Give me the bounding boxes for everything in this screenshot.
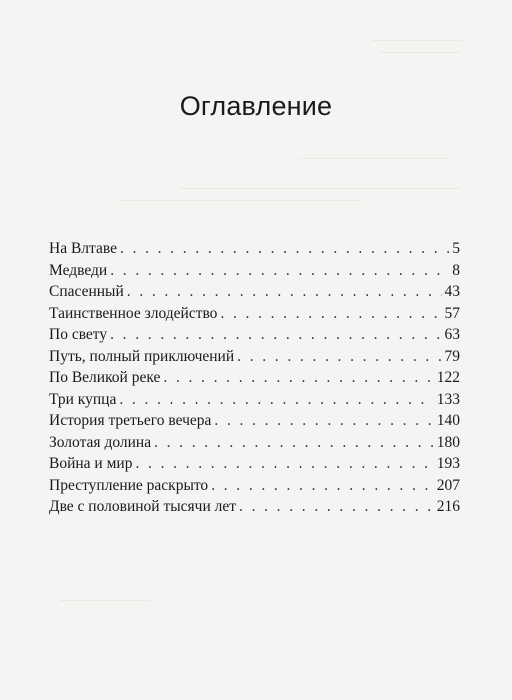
- toc-entry[interactable]: [49, 324, 460, 346]
- entry-title: Золотая долина: [49, 433, 152, 451]
- entry-title: По свету: [49, 326, 108, 343]
- toc-entry[interactable]: [49, 496, 460, 518]
- entry-page-number: 57: [444, 304, 460, 322]
- entry-title: Три купца: [49, 390, 117, 408]
- entry-page-number: 43: [444, 283, 460, 300]
- dot-leader: [120, 238, 449, 260]
- toc-entry[interactable]: [49, 346, 460, 368]
- bleed-through-mark: [180, 188, 460, 189]
- toc-entry[interactable]: [49, 238, 460, 260]
- dot-leader: [119, 389, 433, 411]
- dot-leader: [237, 346, 441, 368]
- entry-title: По Великой реке: [49, 369, 161, 386]
- toc-entry[interactable]: [49, 367, 460, 389]
- dot-leader: [239, 496, 434, 518]
- table-of-contents: [49, 238, 460, 518]
- dot-leader: [110, 260, 449, 282]
- toc-entry[interactable]: [49, 475, 460, 497]
- toc-entry[interactable]: [49, 410, 460, 432]
- dot-leader: [127, 281, 442, 303]
- entry-title: Спасенный: [49, 283, 124, 300]
- dot-leader: [220, 303, 441, 325]
- bleed-through-mark: [300, 158, 450, 159]
- entry-page-number: 8: [452, 261, 460, 279]
- entry-page-number: 63: [444, 326, 460, 343]
- dot-leader: [214, 410, 433, 432]
- toc-entry[interactable]: [49, 432, 460, 454]
- toc-entry[interactable]: [49, 389, 460, 411]
- entry-page-number: 79: [444, 347, 460, 365]
- entry-page-number: 216: [436, 498, 460, 515]
- dot-leader: [163, 367, 433, 389]
- entry-title: Война и мир: [49, 455, 133, 472]
- entry-page-number: 207: [436, 476, 460, 494]
- toc-entry[interactable]: [49, 281, 460, 303]
- entry-page-number: 133: [436, 390, 460, 408]
- entry-title: Таинственное злодейство: [49, 304, 218, 322]
- entry-title: Путь, полный приключений: [49, 347, 235, 365]
- entry-title: Две с половиной тысячи лет: [49, 498, 237, 515]
- entry-page-number: 180: [436, 433, 460, 451]
- toc-entry[interactable]: [49, 260, 460, 282]
- entry-page-number: 5: [452, 240, 460, 257]
- bleed-through-mark: [380, 52, 460, 53]
- entry-page-number: 122: [436, 369, 460, 386]
- dot-leader: [211, 475, 434, 497]
- entry-page-number: 193: [436, 455, 460, 472]
- bleed-through-mark: [60, 600, 150, 601]
- toc-entry[interactable]: [49, 303, 460, 325]
- dot-leader: [154, 432, 434, 454]
- entry-title: Преступление раскрыто: [49, 476, 209, 494]
- toc-entry[interactable]: [49, 453, 460, 475]
- entry-page-number: 140: [436, 412, 460, 429]
- entry-title: Медведи: [49, 261, 108, 279]
- entry-title: На Влтаве: [49, 240, 117, 257]
- entry-title: История третьего вечера: [49, 412, 212, 429]
- dot-leader: [135, 453, 433, 475]
- bleed-through-mark: [120, 200, 360, 201]
- page-title: Оглавление: [179, 91, 333, 121]
- dot-leader: [110, 324, 441, 346]
- bleed-through-mark: [372, 40, 462, 41]
